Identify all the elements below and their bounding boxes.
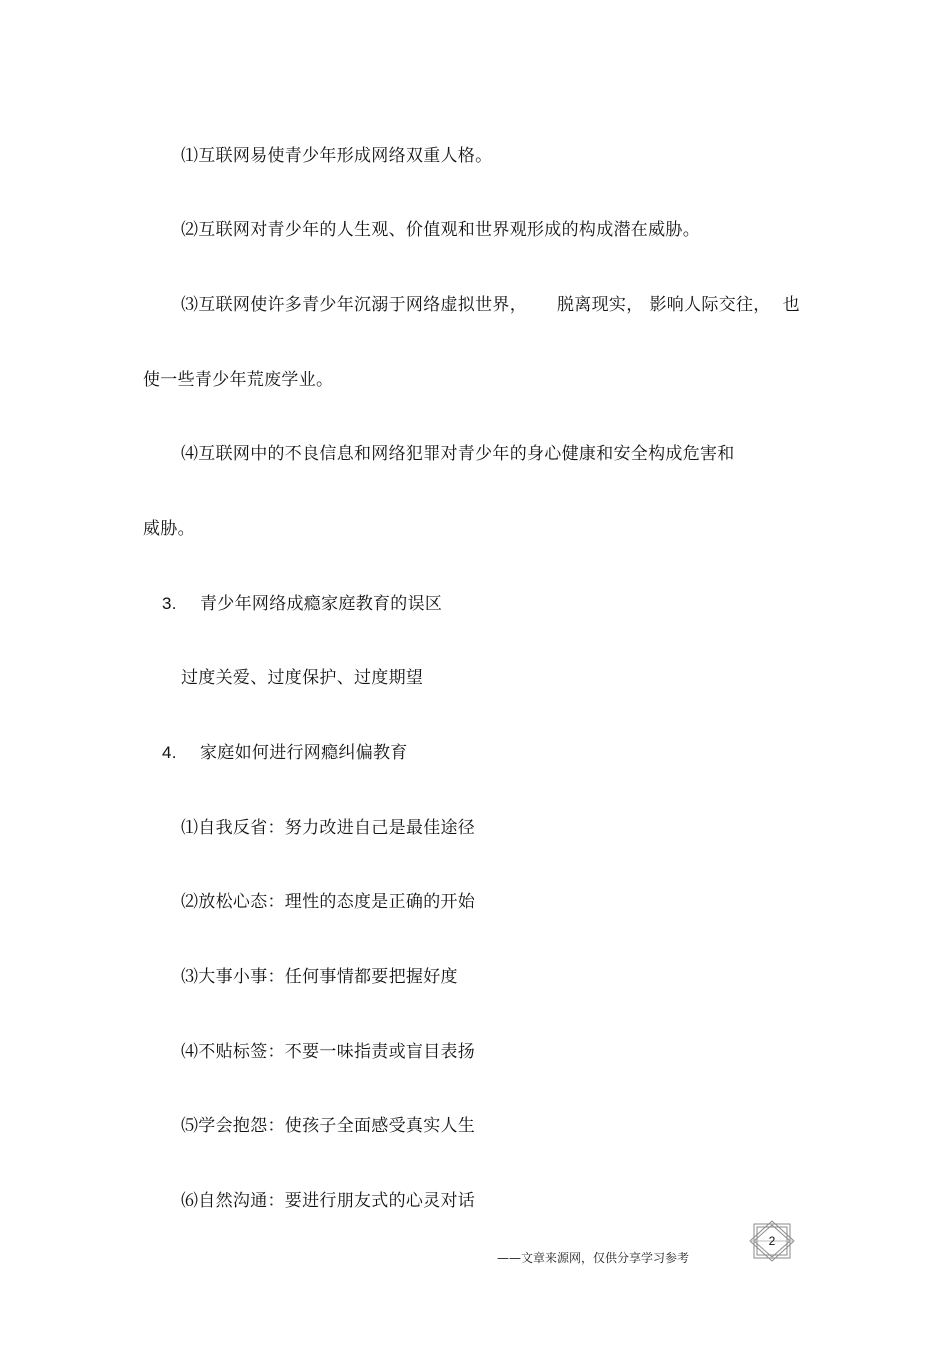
footer-note: ——文章来源网，仅供分享学习参考 [497,1251,690,1265]
section-3-title: 青少年网络成瘾家庭教育的误区 [200,594,443,614]
page-number: 2 [768,1234,776,1248]
section-4-number: 4. [162,743,177,762]
page-number-badge [748,1220,796,1262]
list-item: ⑶大事小事：任何事情都要把握好度 [181,967,458,987]
paragraph-3-line-2: 使一些青少年荒废学业。 [143,370,334,390]
paragraph-2: ⑵互联网对青少年的人生观、价值观和世界观形成的构成潜在威胁。 [181,220,700,240]
paragraph-3-line-1 [181,294,800,316]
paragraph-3-part-c: 影响人际交往， [649,295,771,315]
paragraph-4-line-1: ⑷互联网中的不良信息和网络犯罪对青少年的身心健康和安全构成危害和 [181,444,735,464]
paragraph-4-line-2: 威胁。 [143,519,195,539]
list-item: ⑷不贴标签：不要一味指责或盲目表扬 [181,1042,476,1062]
list-item: ⑵放松心态：理性的态度是正确的开始 [181,892,476,912]
section-3-heading [162,593,442,615]
list-item: ⑹自然沟通：要进行朋友式的心灵对话 [181,1191,476,1211]
paragraph-3-part-b: 脱离现实， [557,295,644,315]
section-3-number: 3. [162,594,177,613]
paragraph-3-part-d: 也 [782,295,800,315]
section-3-text: 过度关爱、过度保护、过度期望 [181,668,424,688]
section-4-title: 家庭如何进行网瘾纠偏教育 [200,743,408,763]
list-item: ⑸学会抱怨：使孩子全面感受真实人生 [181,1116,476,1136]
paragraph-1: ⑴互联网易使青少年形成网络双重人格。 [181,146,493,166]
paragraph-3-part-a: ⑶互联网使许多青少年沉溺于网络虚拟世界， [181,295,527,315]
list-item: ⑴自我反省：努力改进自己是最佳途径 [181,818,476,838]
section-4-heading [162,742,408,764]
